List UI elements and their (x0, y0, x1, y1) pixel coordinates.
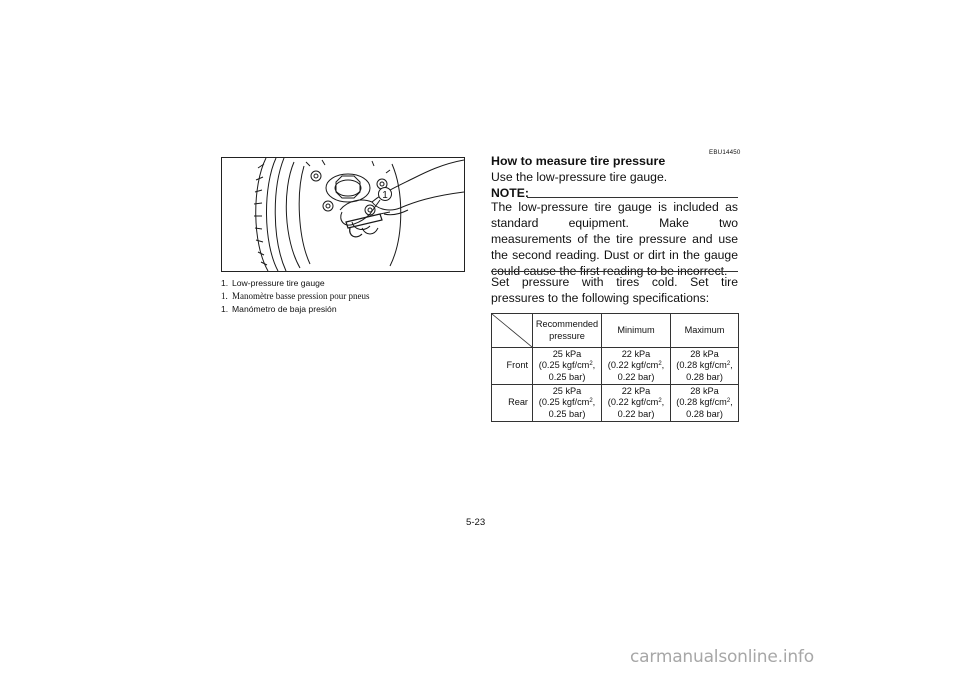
caption-number: 1. (221, 304, 229, 315)
figure-captions (221, 277, 471, 317)
cell-rear-maximum: 28 kPa (0.28 kgf/$cm^2$, 0.28 bar) (671, 385, 739, 422)
caption-text: Manomètre basse pression pour pneus (232, 291, 370, 302)
caption-text: Low-pressure tire gauge (232, 278, 325, 288)
note-end-divider (491, 271, 738, 272)
reference-code: EBU14450 (709, 149, 741, 156)
note-label: NOTE: (491, 186, 529, 200)
caption-english (221, 277, 471, 290)
intro-text: Use the low-pressure tire gauge. (491, 170, 668, 184)
section-heading: How to measure tire pressure (491, 154, 666, 168)
caption-number: 1. (221, 291, 228, 302)
caption-french (221, 290, 471, 303)
note-divider (527, 197, 738, 198)
note-body: The low-pressure tire gauge is included as standard equipment. Make two measurements of the tire pressure and use the second reading. Dust or dirt in the gauge could cause the first reading to be incorrect. (491, 200, 738, 278)
tire-pressure-table (491, 313, 739, 422)
caption-spanish (221, 303, 471, 316)
wheel-drawing (222, 158, 464, 271)
row-label-front: Front (492, 348, 533, 385)
spec-instructions: Set pressure with tires cold. Set tire pressures to the following specifications: (491, 275, 738, 305)
cell-front-maximum: 28 kPa (0.28 kgf/$cm^2$, 0.28 bar) (671, 348, 739, 385)
table-header-row (492, 314, 739, 348)
tire-gauge-illustration (221, 157, 465, 272)
header-maximum: Maximum (671, 314, 739, 348)
callout-number: 1 (382, 190, 388, 201)
table-row (492, 348, 739, 385)
table-corner-cell (492, 314, 533, 348)
header-recommended: Recommended pressure (533, 314, 602, 348)
header-minimum: Minimum (602, 314, 671, 348)
site-watermark: carmanualsonline.info (630, 647, 814, 667)
cell-front-minimum: 22 kPa (0.22 kgf/$cm^2$, 0.22 bar) (602, 348, 671, 385)
diagonal-divider (492, 314, 532, 347)
caption-text: Manómetro de baja presión (232, 304, 337, 315)
cell-rear-minimum: 22 kPa (0.22 kgf/$cm^2$, 0.22 bar) (602, 385, 671, 422)
row-label-rear: Rear (492, 385, 533, 422)
cell-rear-recommended: 25 kPa (0.25 kgf/$cm^2$, 0.25 bar) (533, 385, 602, 422)
cell-front-recommended: 25 kPa (0.25 kgf/$cm^2$, 0.25 bar) (533, 348, 602, 385)
page-number: 5-23 (466, 517, 486, 528)
table-row (492, 385, 739, 422)
caption-number: 1. (221, 278, 229, 288)
